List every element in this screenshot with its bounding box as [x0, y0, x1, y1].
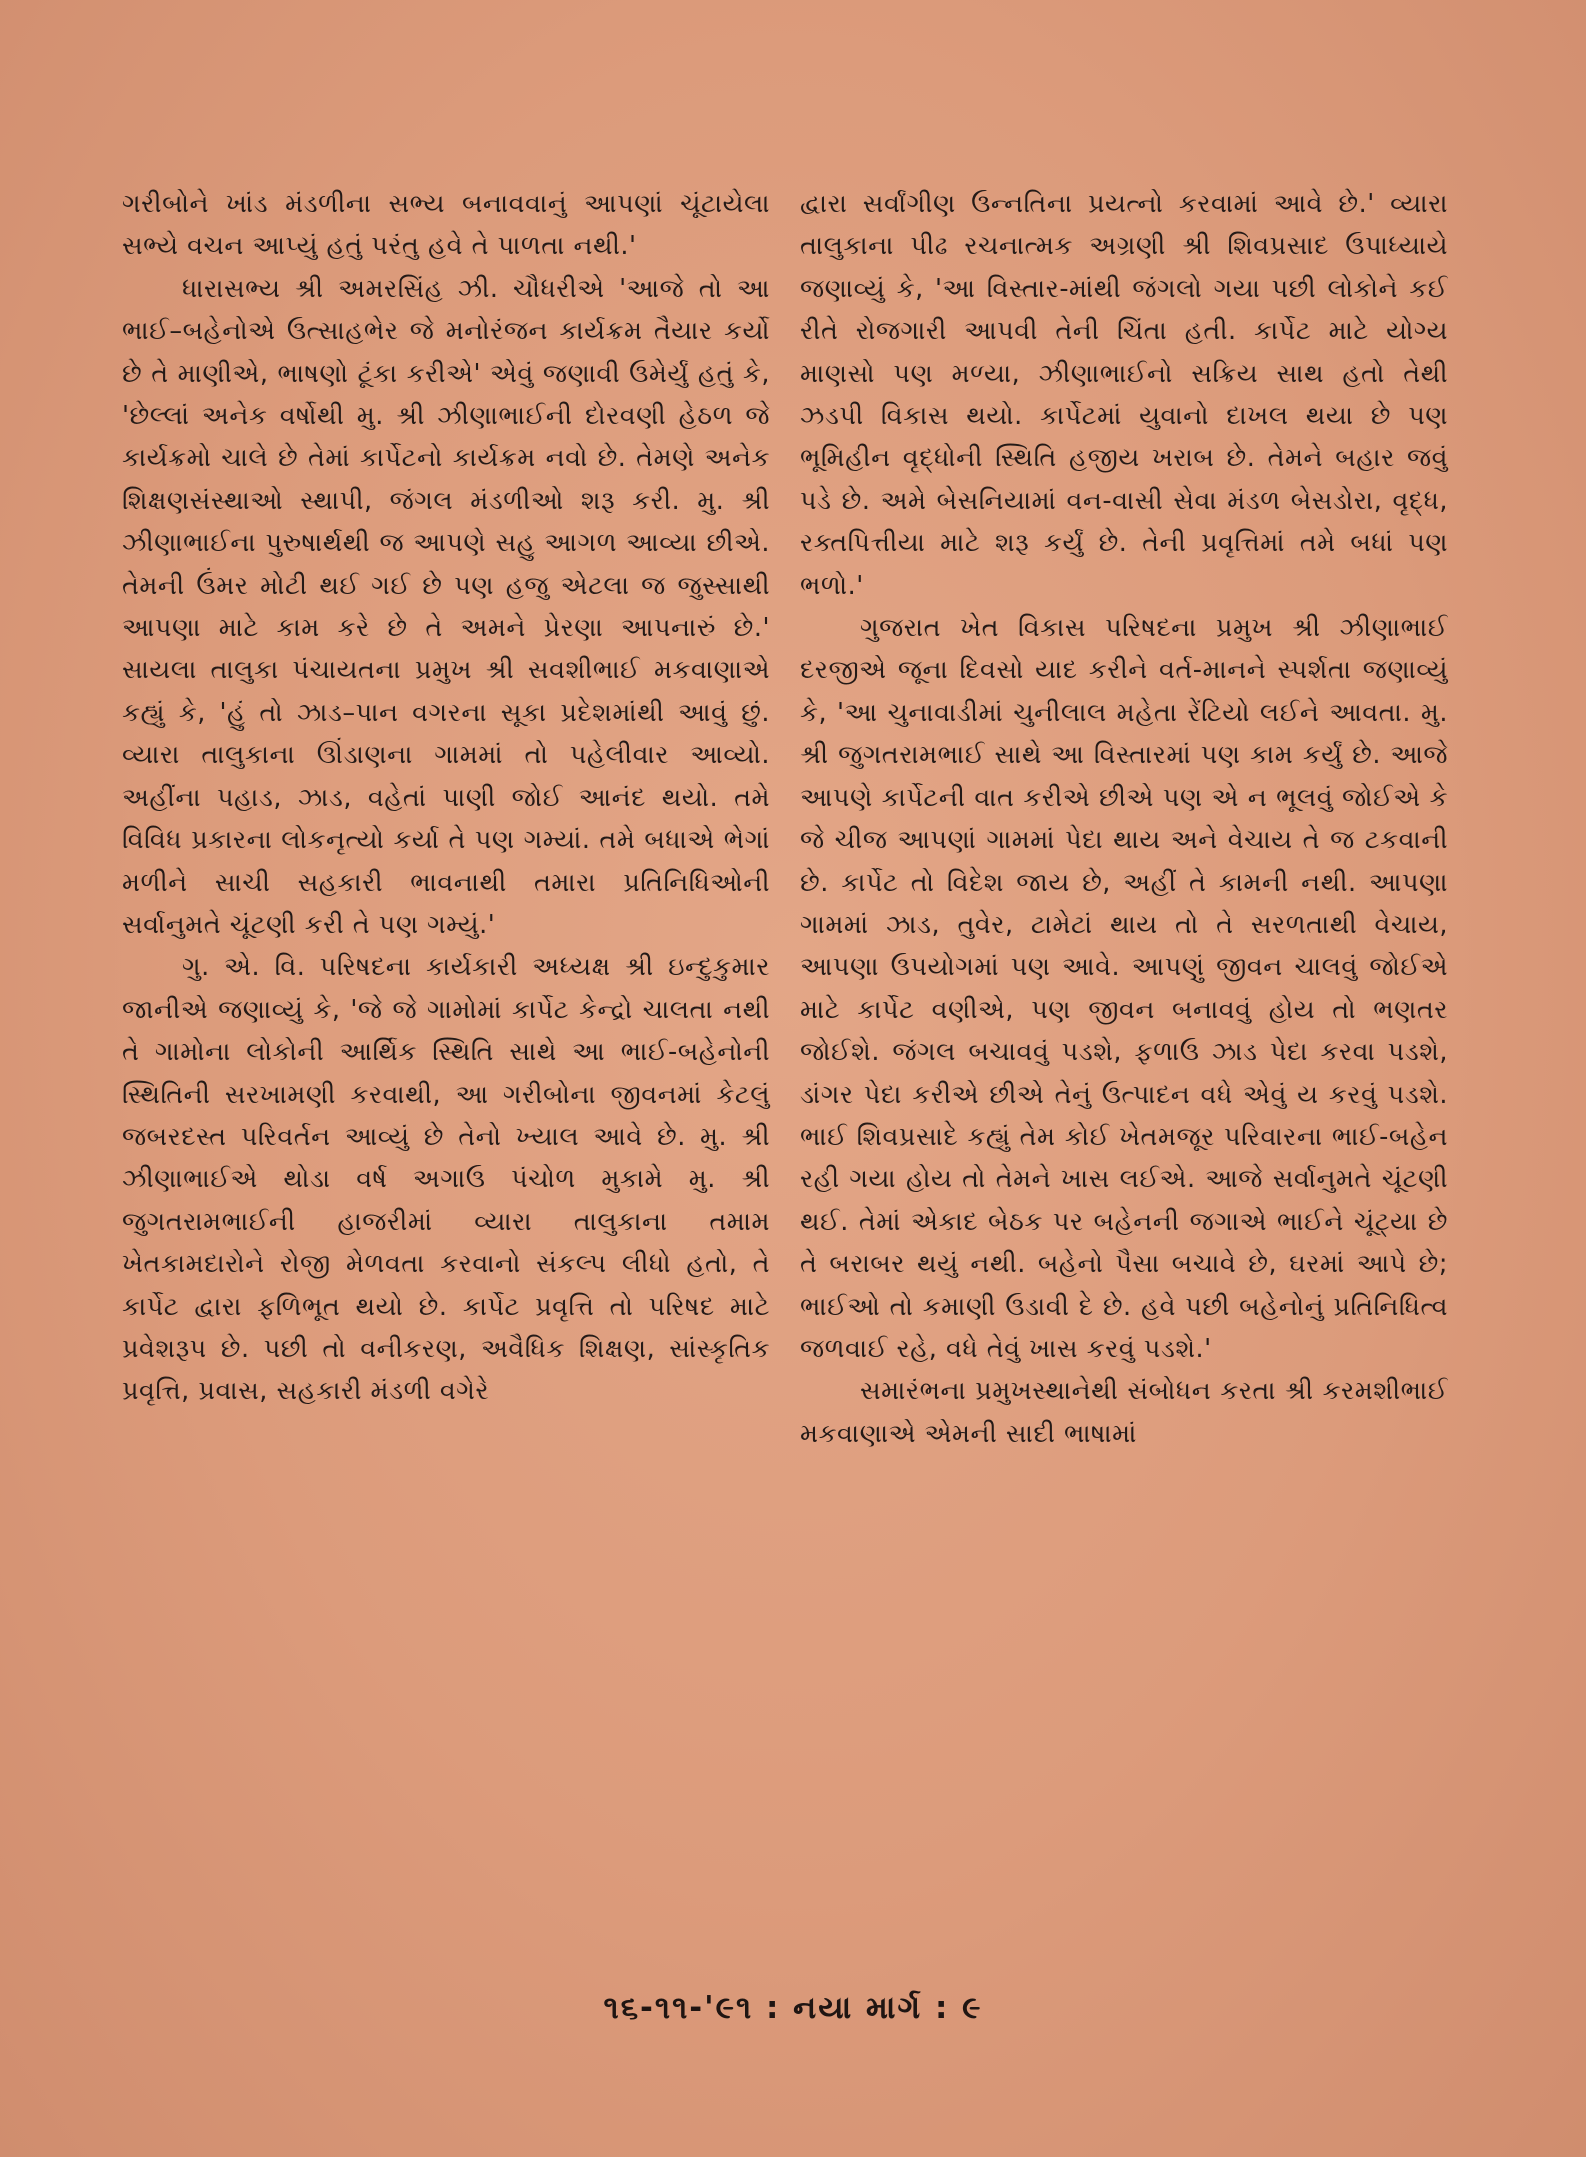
paragraph: ગરીબોને ખાંડ મંડળીના સભ્ય બનાવવાનું આપણાં ચૂંટાયેલા સભ્યે વચન આપ્યું હતું પરંતુ હવે તે પાળતા નથી.' — [122, 189, 770, 262]
right-column — [800, 183, 1448, 1455]
paragraph: ગુજરાત ખેત વિકાસ પરિષદના પ્રમુખ શ્રી ઝીણાભાઈ દરજીએ જૂના દિવસો યાદ કરીને વર્ત-માનને સ્પર્શતા જણાવ્યું કે, 'આ ચુનાવાડીમાં ચુનીલાલ મહેતા રેંટિયો લઈને આવતા. મુ. શ્રી જુગતરામભાઈ સાથે આ વિસ્તારમાં પણ કામ કર્યું છે. આજે આપણે કાર્પેટની વાત કરીએ છીએ પણ એ ન ભૂલવું જોઈએ કે જે ચીજ આપણાં ગામમાં પેદા થાય અને વેચાય તે જ ટકવાની છે. કાર્પેટ તો વિદેશ જાય છે, અહીં તે કામની નથી. આપણા ગામમાં ઝાડ, તુવેર, ટામેટાં થાય તો તે સરળતાથી વેચાય, આપણા ઉપયોગમાં પણ આવે. આપણું જીવન ચાલવું જોઈએ માટે કાર્પેટ વણીએ, પણ જીવન બનાવવું હોય તો ભણતર જોઈશે. જંગલ બચાવવું પડશે, ફળાઉ ઝાડ પેદા કરવા પડશે, ડાંગર પેદા કરીએ છીએ તેનું ઉત્પાદન વધે એવું ય કરવું પડશે. ભાઈ શિવપ્રસાદે કહ્યું તેમ કોઈ ખેતમજૂર પરિવારના ભાઈ-બહેન રહી ગયા હોય તો તેમને ખાસ લઈએ. આજે સર્વાનુમતે ચૂંટણી થઈ. તેમાં એકાદ બેઠક પર બહેનની જગાએ ભાઈને ચૂંટ્યા છે તે બરાબર થયું નથી. બહેનો પૈસા બચાવે છે, ઘરમાં આપે છે; ભાઈઓ તો કમાણી ઉડાવી દે છે. હવે પછી બહેનોનું પ્રતિનિધિત્વ જળવાઈ રહે, વધે તેવું ખાસ કરવું પડશે.' — [800, 613, 1448, 1364]
paragraph: ગુ. એ. વિ. પરિષદના કાર્યકારી અધ્યક્ષ શ્રી ઇન્દુકુમાર જાનીએ જણાવ્યું કે, 'જે જે ગામોમાં કાર્પેટ કેન્દ્રો ચાલતા નથી તે ગામોના લોકોની આર્થિક સ્થિતિ સાથે આ ભાઈ-બહેનોની સ્થિતિની સરખામણી કરવાથી, આ ગરીબોના જીવનમાં કેટલું જબરદસ્ત પરિવર્તન આવ્યું છે તેનો ખ્યાલ આવે છે. મુ. શ્રી ઝીણાભાઈએ થોડા વર્ષ અગાઉ પંચોળ મુકામે મુ. શ્રી જુગતરામભાઈની હાજરીમાં વ્યારા તાલુકાના તમામ ખેતકામદારોને રોજી મેળવતા કરવાનો સંકલ્પ લીધો હતો, તે કાર્પેટ દ્વારા ફળિભૂત થયો છે. કાર્પેટ પ્રવૃત્તિ તો પરિષદ માટે પ્રવેશરૂપ છે. પછી તો વનીકરણ, અવૈધિક શિક્ષણ, સાંસ્કૃતિક પ્રવૃત્તિ, પ્રવાસ, સહકારી મંડળી વગેરે — [122, 952, 770, 1407]
paragraph: સમારંભના પ્રમુખસ્થાનેથી સંબોધન કરતા શ્રી કરમશીભાઈ મકવાણાએ એમની સાદી ભાષામાં — [800, 1376, 1448, 1449]
left-column — [122, 183, 770, 1413]
page-footer: ૧૬-૧૧-'૯૧ : નયા માર્ગ : ૯ — [603, 1990, 983, 2026]
paragraph: દ્વારા સર્વાંગીણ ઉન્નતિના પ્રયત્નો કરવામાં આવે છે.' વ્યારા તાલુકાના પીઢ રચનાત્મક અગ્રણી શ્રી શિવપ્રસાદ ઉપાધ્યાયે જણાવ્યું કે, 'આ વિસ્તાર-માંથી જંગલો ગયા પછી લોકોને કઈ રીતે રોજગારી આપવી તેની ચિંતા હતી. કાર્પેટ માટે યોગ્ય માણસો પણ મળ્યા, ઝીણાભાઈનો સક્રિય સાથ હતો તેથી ઝડપી વિકાસ થયો. કાર્પેટમાં યુવાનો દાખલ થયા છે પણ ભૂમિહીન વૃદ્ધોની સ્થિતિ હજીય ખરાબ છે. તેમને બહાર જવું પડે છે. અમે બેસનિયામાં વન-વાસી સેવા મંડળ બેસડોરા, વૃદ્ધ, રક્તપિત્તીયા માટે શરૂ કર્યું છે. તેની પ્રવૃત્તિમાં તમે બધાં પણ ભળો.' — [800, 189, 1448, 601]
paragraph: ધારાસભ્ય શ્રી અમરસિંહ ઝી. ચૌધરીએ 'આજે તો આ ભાઈ–બહેનોએ ઉત્સાહભેર જે મનોરંજન કાર્યક્રમ તૈયાર કર્યો છે તે માણીએ, ભાષણો ટૂંકા કરીએ' એવું જણાવી ઉમેર્યું હતું કે, 'છેલ્લાં અનેક વર્ષોથી મુ. શ્રી ઝીણાભાઈની દોરવણી હેઠળ જે કાર્યક્રમો ચાલે છે તેમાં કાર્પેટનો કાર્યક્રમ નવો છે. તેમણે અનેક શિક્ષણસંસ્થાઓ સ્થાપી, જંગલ મંડળીઓ શરૂ કરી. મુ. શ્રી ઝીણાભાઈના પુરુષાર્થથી જ આપણે સહુ આગળ આવ્યા છીએ. તેમની ઉંમર મોટી થઈ ગઈ છે પણ હજુ એટલા જ જુસ્સાથી આપણા માટે કામ કરે છે તે અમને પ્રેરણા આપનારું છે.' સાયલા તાલુકા પંચાયતના પ્રમુખ શ્રી સવશીભાઈ મકવાણાએ કહ્યું કે, 'હું તો ઝાડ–પાન વગરના સૂકા પ્રદેશમાંથી આવું છું. વ્યારા તાલુકાના ઊંડાણના ગામમાં તો પહેલીવાર આવ્યો. અહીંના પહાડ, ઝાડ, વહેતાં પાણી જોઈ આનંદ થયો. તમે વિવિધ પ્રકારના લોકનૃત્યો કર્યા તે પણ ગમ્યાં. તમે બધાએ ભેગાં મળીને સાચી સહકારી ભાવનાથી તમારા પ્રતિનિધિઓની સર્વાનુમતે ચૂંટણી કરી તે પણ ગમ્યું.' — [122, 273, 770, 940]
